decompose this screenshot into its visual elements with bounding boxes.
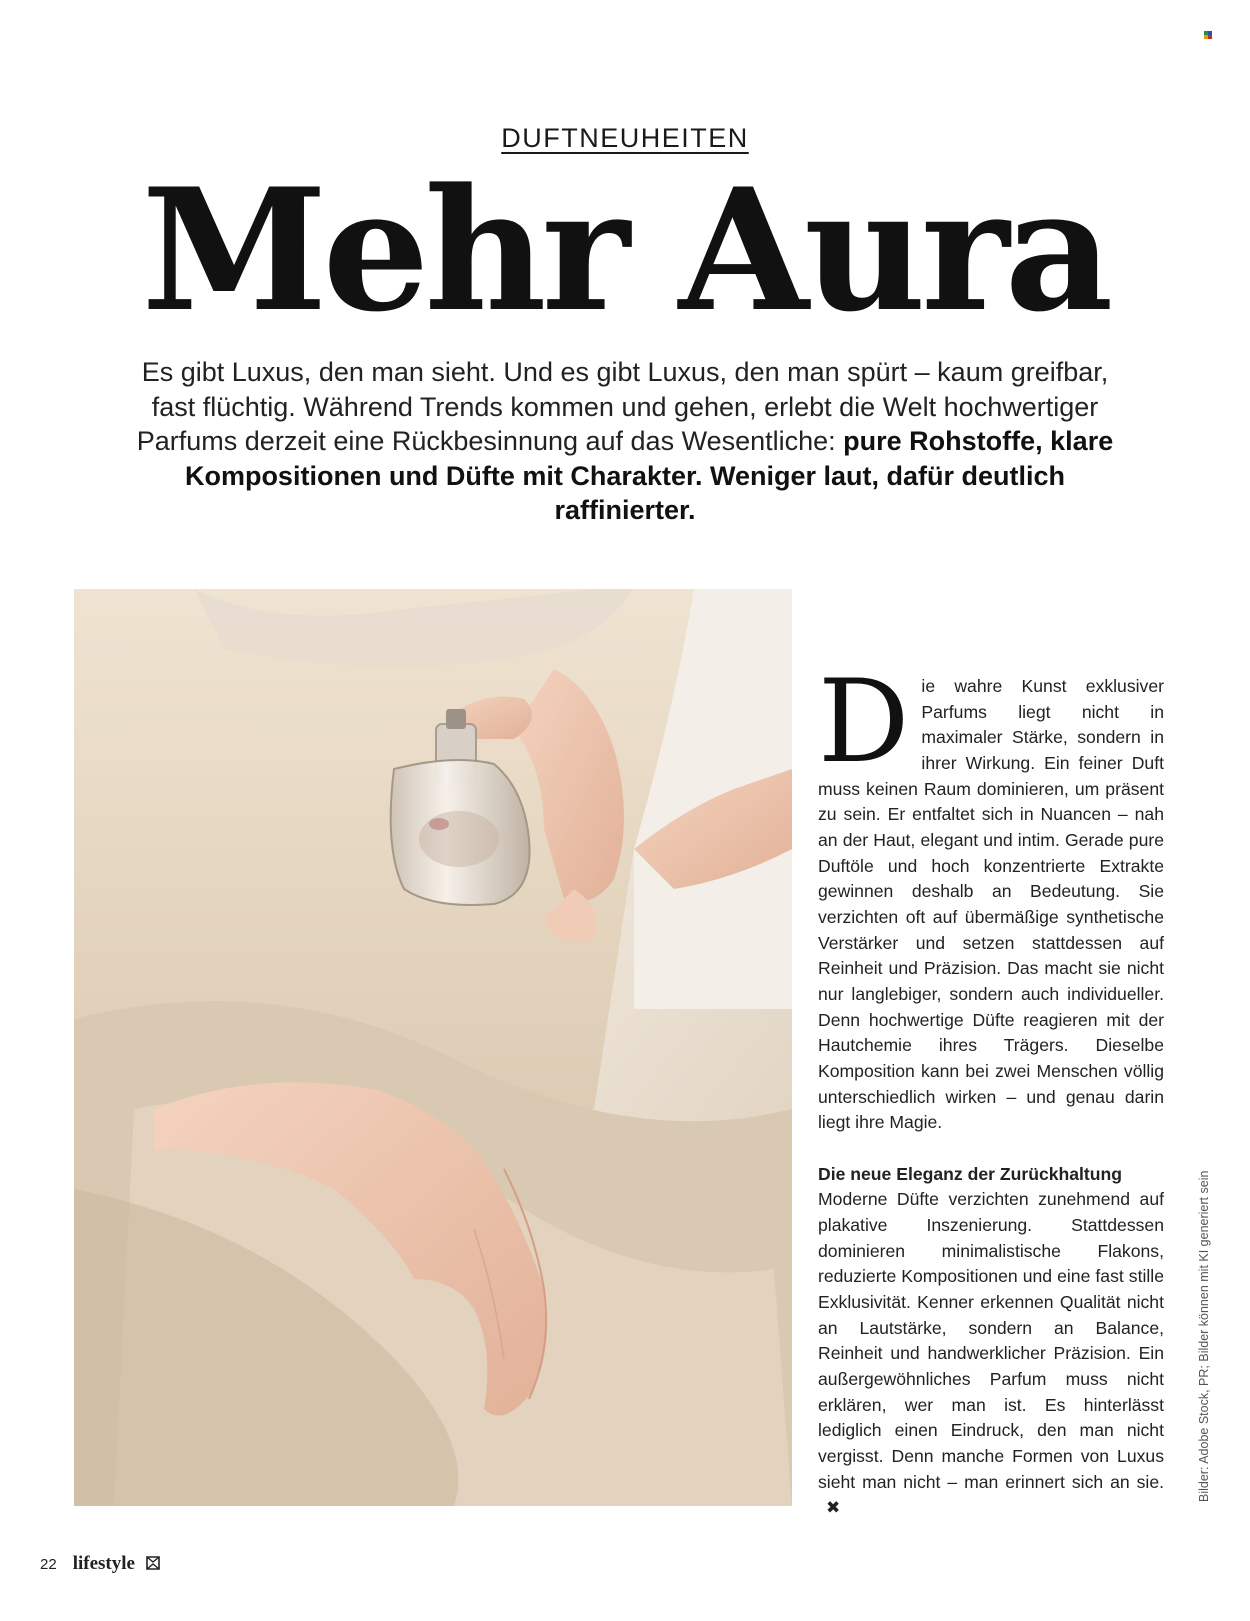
dropcap: D <box>818 655 910 788</box>
photo-credit: Bilder: Adobe Stock, PR; Bilder können mit KI generiert sein <box>1197 1170 1211 1502</box>
perfume-photo <box>74 589 792 1506</box>
end-mark-icon: ✖ <box>826 1498 841 1518</box>
article-lead <box>130 355 1120 528</box>
paragraph-1-text: ie wahre Kunst exklusiver Parfums liegt nicht in maximaler Stärke, sondern in ihrer Wirkung. Ein feiner Duft muss keinen Raum dominieren, um präsent zu sein. Er entfaltet sich in Nuancen – nah an der Haut, elegant und intim. Gerade pure Duftöle und hoch konzentrierte Extrakte gewinnen deshalb an Bedeutung. Sie verzichten oft auf übermäßige synthetische Verstärker und setzen stattdessen auf Reinheit und Präzision. Das macht sie nicht nur langlebiger, sondern auch individueller. Denn hochwertige Düfte reagieren mit der Hautchemie ihres Trägers. Dieselbe Komposition kann bei zwei Menschen völlig unterschiedlich wirken – und genau darin liegt ihre Magie. <box>818 676 1164 1133</box>
body-subheading: Die neue Eleganz der Zurückhaltung <box>818 1163 1123 1184</box>
article-body <box>818 655 1164 1521</box>
color-mark-icon <box>1204 31 1212 39</box>
section-name: lifestyle <box>72 1553 135 1574</box>
page-footer <box>40 1553 161 1575</box>
lead-bold-text: pure Rohstoffe, klare Kompositionen und Düfte mit Charakter. Weniger laut, dafür deutlich raffinierter. <box>184 426 1114 525</box>
lead-text: Es gibt Luxus, den man sieht. Und es gibt Luxus, den man spürt – kaum greifbar, fast flüchtig. Während Trends kommen und gehen, erlebt die Welt hochwertiger Parfums derzeit eine Rückbesinnung auf das Wesentliche: <box>136 357 1109 456</box>
paragraph-2-text: Moderne Düfte verzichten zunehmend auf plakative Inszenierung. Stattdessen dominieren minimalistische Flakons, reduzierte Kompositionen und eine fast stille Exklusivität. Kenner erkennen Qualität nicht an Lautstärke, sondern an Balance, Reinheit und handwerklicher Präzision. Ein außergewöhnliches Parfum muss nicht erklären, wer man ist. Es hinterlässt lediglich einen Eindruck, den man nicht vergisst. Denn manche Formen von Luxus sieht man nicht – man erinnert sich an sie. <box>818 1189 1164 1492</box>
page-number: 22 <box>40 1556 57 1573</box>
article-title: Mehr Aura <box>141 151 1109 349</box>
lifestyle-logo-icon <box>145 1555 161 1571</box>
body-paragraph-1 <box>818 655 1164 1136</box>
article-category: DUFTNEUHEITEN <box>501 123 749 153</box>
body-paragraph-2 <box>818 1187 1164 1521</box>
